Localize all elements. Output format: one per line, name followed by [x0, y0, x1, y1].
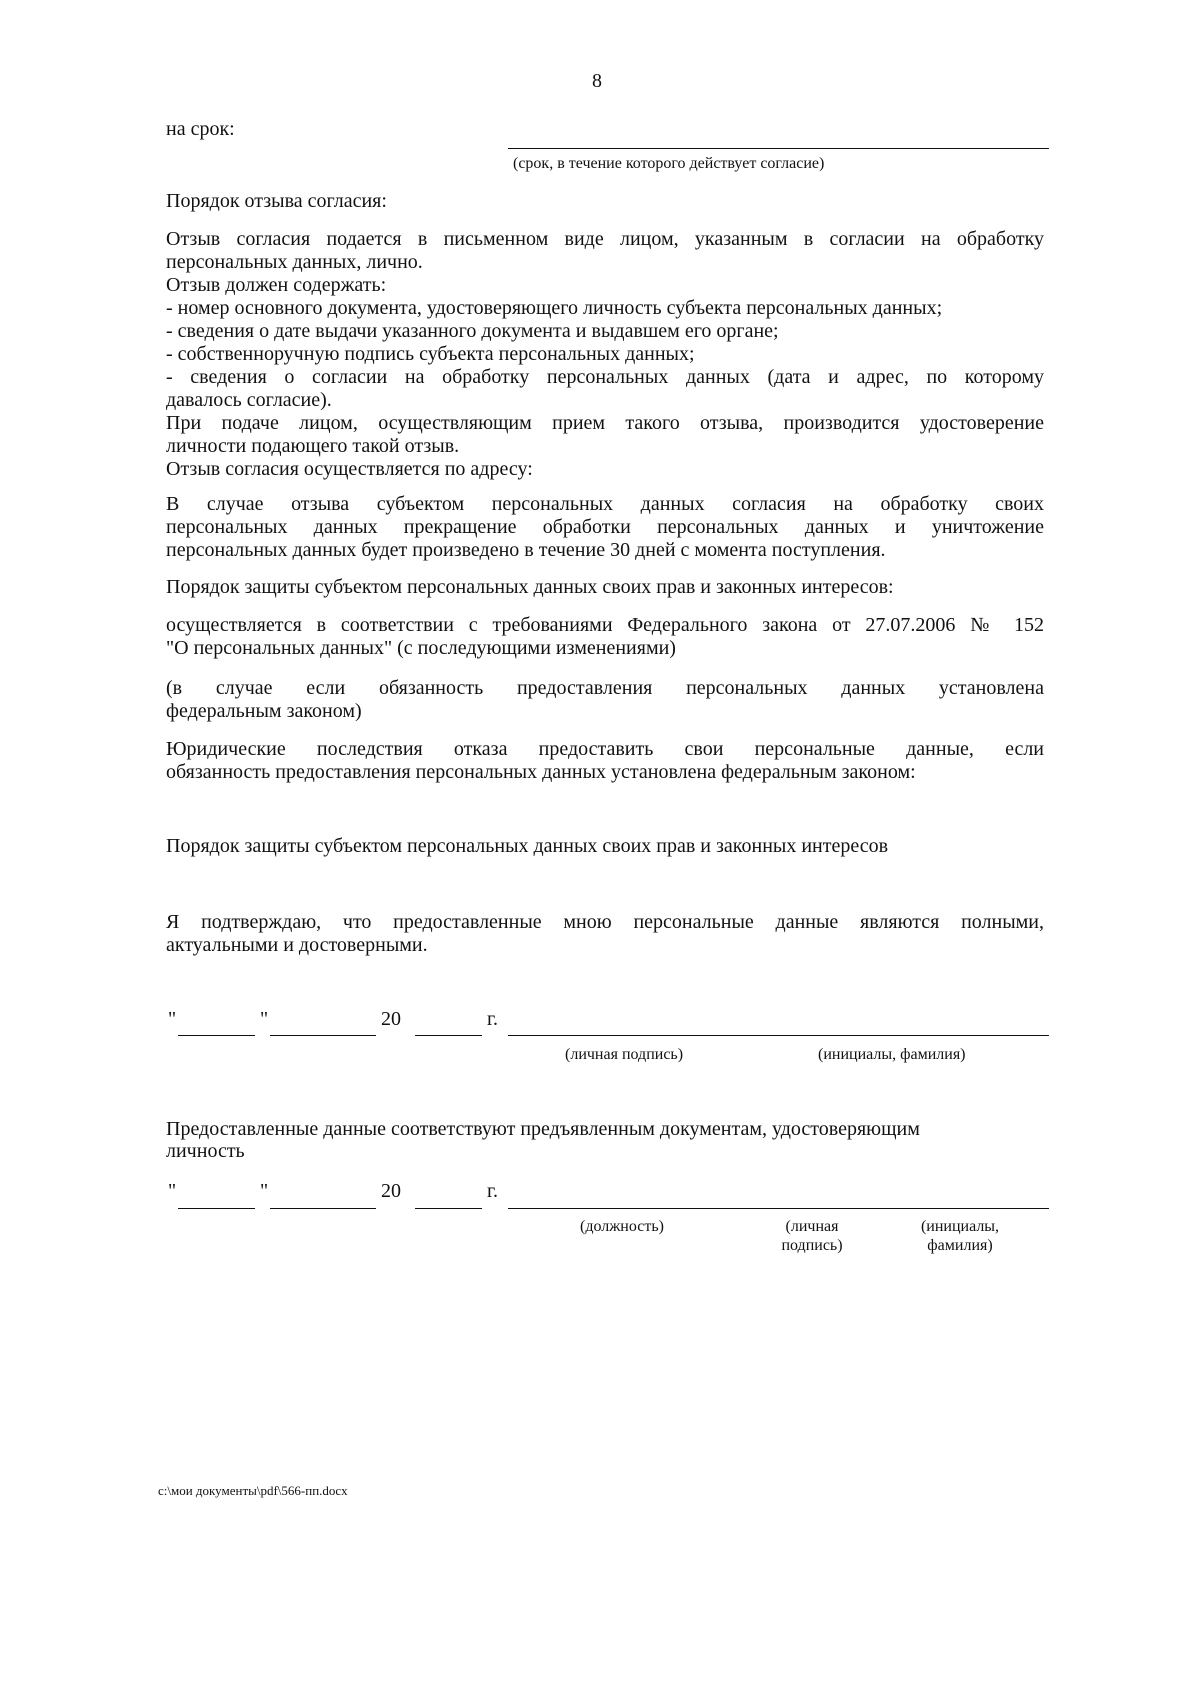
verification-line2: личность: [166, 1140, 245, 1162]
protection-law-line2: "О персональных данных" (с последующими изменениями): [166, 637, 676, 659]
deletion-line2: персональных данных прекращение обработки персональных данных и уничтожение: [166, 516, 1044, 538]
sig2-signature-line: [508, 1208, 1049, 1209]
protection-law-line1: осуществляется в соответствии с требованиями Федерального закона от 27.07.2006 № 152: [166, 614, 1044, 636]
term-caption: (срок, в течение которого действует согласие): [513, 155, 825, 172]
sig1-caption-signature: (личная подпись): [565, 1046, 684, 1063]
revocation-submit-line2: личности подающего такой отзыв.: [166, 435, 460, 457]
sig2-day-line: [178, 1208, 255, 1209]
sig1-quote-open: ": [168, 1008, 177, 1030]
term-label: на срок:: [166, 118, 235, 140]
revocation-item-4-line1: - сведения о согласии на обработку персональных данных (дата и адрес, по которому: [166, 366, 1044, 388]
sig2-month-line: [270, 1208, 376, 1209]
sig1-signature-line: [508, 1035, 1049, 1036]
revocation-address: Отзыв согласия осуществляется по адресу:: [166, 458, 533, 480]
consequences-line1: Юридические последствия отказа предоставить свои персональные данные, если: [166, 738, 1044, 760]
deletion-line1: В случае отзыва субъектом персональных данных согласия на обработку своих: [166, 493, 1044, 515]
protection-repeat: Порядок защиты субъектом персональных данных своих прав и законных интересов: [166, 835, 889, 857]
consequences-line2: обязанность предоставления персональных данных установлена федеральным законом:: [166, 761, 916, 783]
sig1-year-prefix: 20: [381, 1008, 401, 1030]
footer-file-path: c:\мои документы\pdf\566-пп.docx: [158, 1483, 348, 1498]
revocation-p1-line1: Отзыв согласия подается в письменном виде лицом, указанным в согласии на обработку: [166, 228, 1044, 250]
confirmation-line1: Я подтверждаю, что предоставленные мною персональные данные являются полными,: [166, 911, 1044, 933]
sig2-caption-name-line2: фамилия): [927, 1237, 993, 1254]
protection-heading: Порядок защиты субъектом персональных данных своих прав и законных интересов:: [166, 576, 894, 598]
revocation-item-3: - собственноручную подпись субъекта персональных данных;: [166, 343, 695, 365]
sig1-year-suffix: г.: [487, 1008, 498, 1030]
sig1-quote-close: ": [260, 1008, 269, 1030]
confirmation-line2: актуальными и достоверными.: [166, 934, 428, 956]
sig2-caption-signature: [768, 1217, 856, 1255]
obligation-line1: (в случае если обязанность предоставления персональных данных установлена: [166, 677, 1044, 699]
sig1-month-line: [270, 1035, 376, 1036]
revocation-item-1: - номер основного документа, удостоверяющего личность субъекта персональных данных;: [166, 297, 943, 319]
obligation-line2: федеральным законом): [166, 700, 362, 722]
sig1-day-line: [178, 1035, 255, 1036]
sig2-caption-signature-line1: (личная: [785, 1218, 839, 1235]
sig1-year-line: [415, 1035, 482, 1036]
sig2-caption-name: [910, 1217, 1010, 1255]
sig2-year-suffix: г.: [487, 1180, 498, 1202]
sig2-year-line: [415, 1208, 482, 1209]
verification-line1: Предоставленные данные соответствуют предъявленным документам, удостоверяющим: [166, 1118, 920, 1140]
revocation-must-contain: Отзыв должен содержать:: [166, 274, 387, 296]
page-number: 8: [592, 70, 602, 92]
revocation-p1-line2: персональных данных, лично.: [166, 251, 423, 273]
revocation-heading: Порядок отзыва согласия:: [166, 190, 387, 212]
sig2-quote-open: ": [168, 1180, 177, 1202]
sig2-caption-name-line1: (инициалы,: [920, 1218, 1000, 1235]
sig2-quote-close: ": [260, 1180, 269, 1202]
sig2-caption-signature-line2: подпись): [781, 1237, 843, 1254]
revocation-item-4-line2: давалось согласие).: [166, 389, 332, 411]
sig1-caption-name: (инициалы, фамилия): [818, 1046, 966, 1063]
revocation-item-2: - сведения о дате выдачи указанного документа и выдавшем его органе;: [166, 320, 779, 342]
term-field-line: [508, 148, 1049, 149]
deletion-line3: персональных данных будет произведено в течение 30 дней с момента поступления.: [166, 539, 886, 561]
revocation-submit-line1: При подаче лицом, осуществляющим прием такого отзыва, производится удостоверение: [166, 412, 1044, 434]
sig2-year-prefix: 20: [381, 1180, 401, 1202]
sig2-caption-position: (должность): [580, 1218, 664, 1235]
